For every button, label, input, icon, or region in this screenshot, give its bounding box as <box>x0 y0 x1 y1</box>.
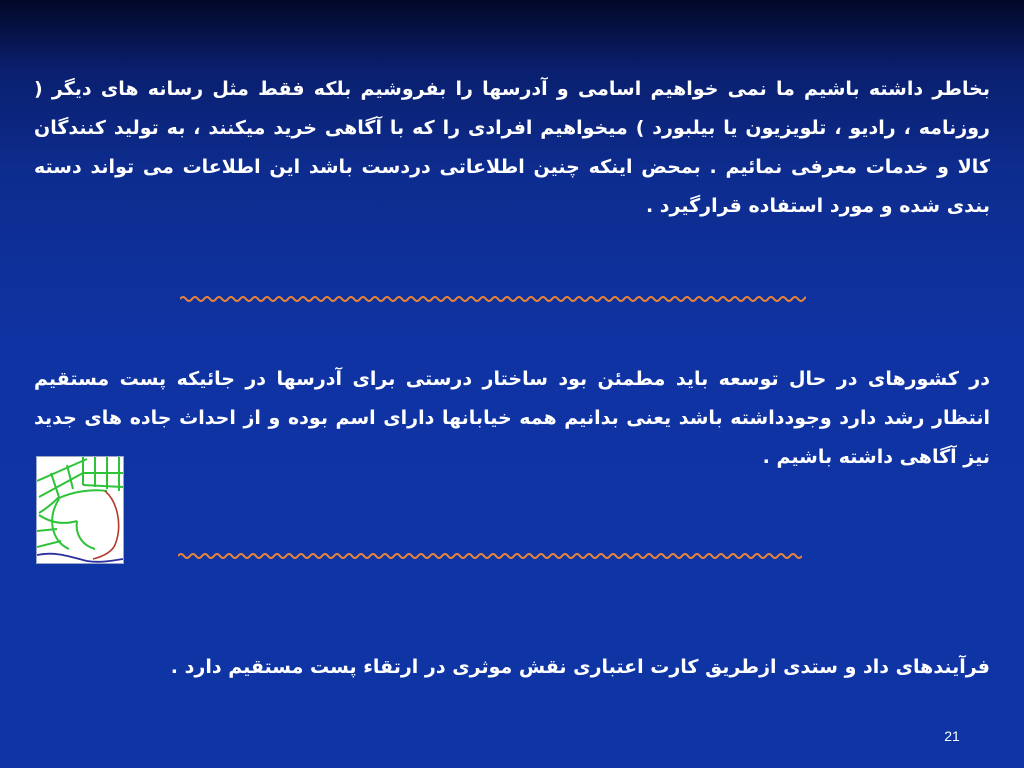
page-number: 21 <box>944 728 960 744</box>
paragraph-3: فرآیندهای داد و ستدی ازطریق کارت اعتباری نقش موثری در ارتقاء پست مستقیم دارد . <box>170 656 990 678</box>
street-map-image <box>36 456 124 564</box>
paragraph-2: در کشورهای در حال توسعه باید مطمئن بود ساختار درستی برای آدرسها در جائیکه پست مستقیم انتظار رشد دارد وجودداشته باشد یعنی بدانیم همه خیابانها دارای اسم بوده و از احداث جاده های جدید نیز آگاهی داشته باشیم . <box>34 368 990 468</box>
paragraph-1: بخاطر داشته باشیم ما نمی خواهیم اسامی و آدرسها را بفروشیم بلکه فقط مثل رسانه های دیگر ( روزنامه ، رادیو ، تلویزیون یا بیلبورد ) میخواهیم افرادی را که با آگاهی خرید میکنند ، به تولید کنندگان کالا و خدمات معرفی نمائیم . بمحض اینکه چنین اطلاعاتی دردست باشد این اطلاعات می تواند دسته بندی شده و مورد استفاده قرارگیرد . <box>34 78 990 217</box>
wavy-divider-bottom <box>178 551 802 561</box>
wavy-divider-line <box>178 554 802 558</box>
wavy-divider-top <box>180 294 806 304</box>
wavy-divider-line <box>180 297 806 301</box>
street-map-drawing <box>37 457 123 563</box>
